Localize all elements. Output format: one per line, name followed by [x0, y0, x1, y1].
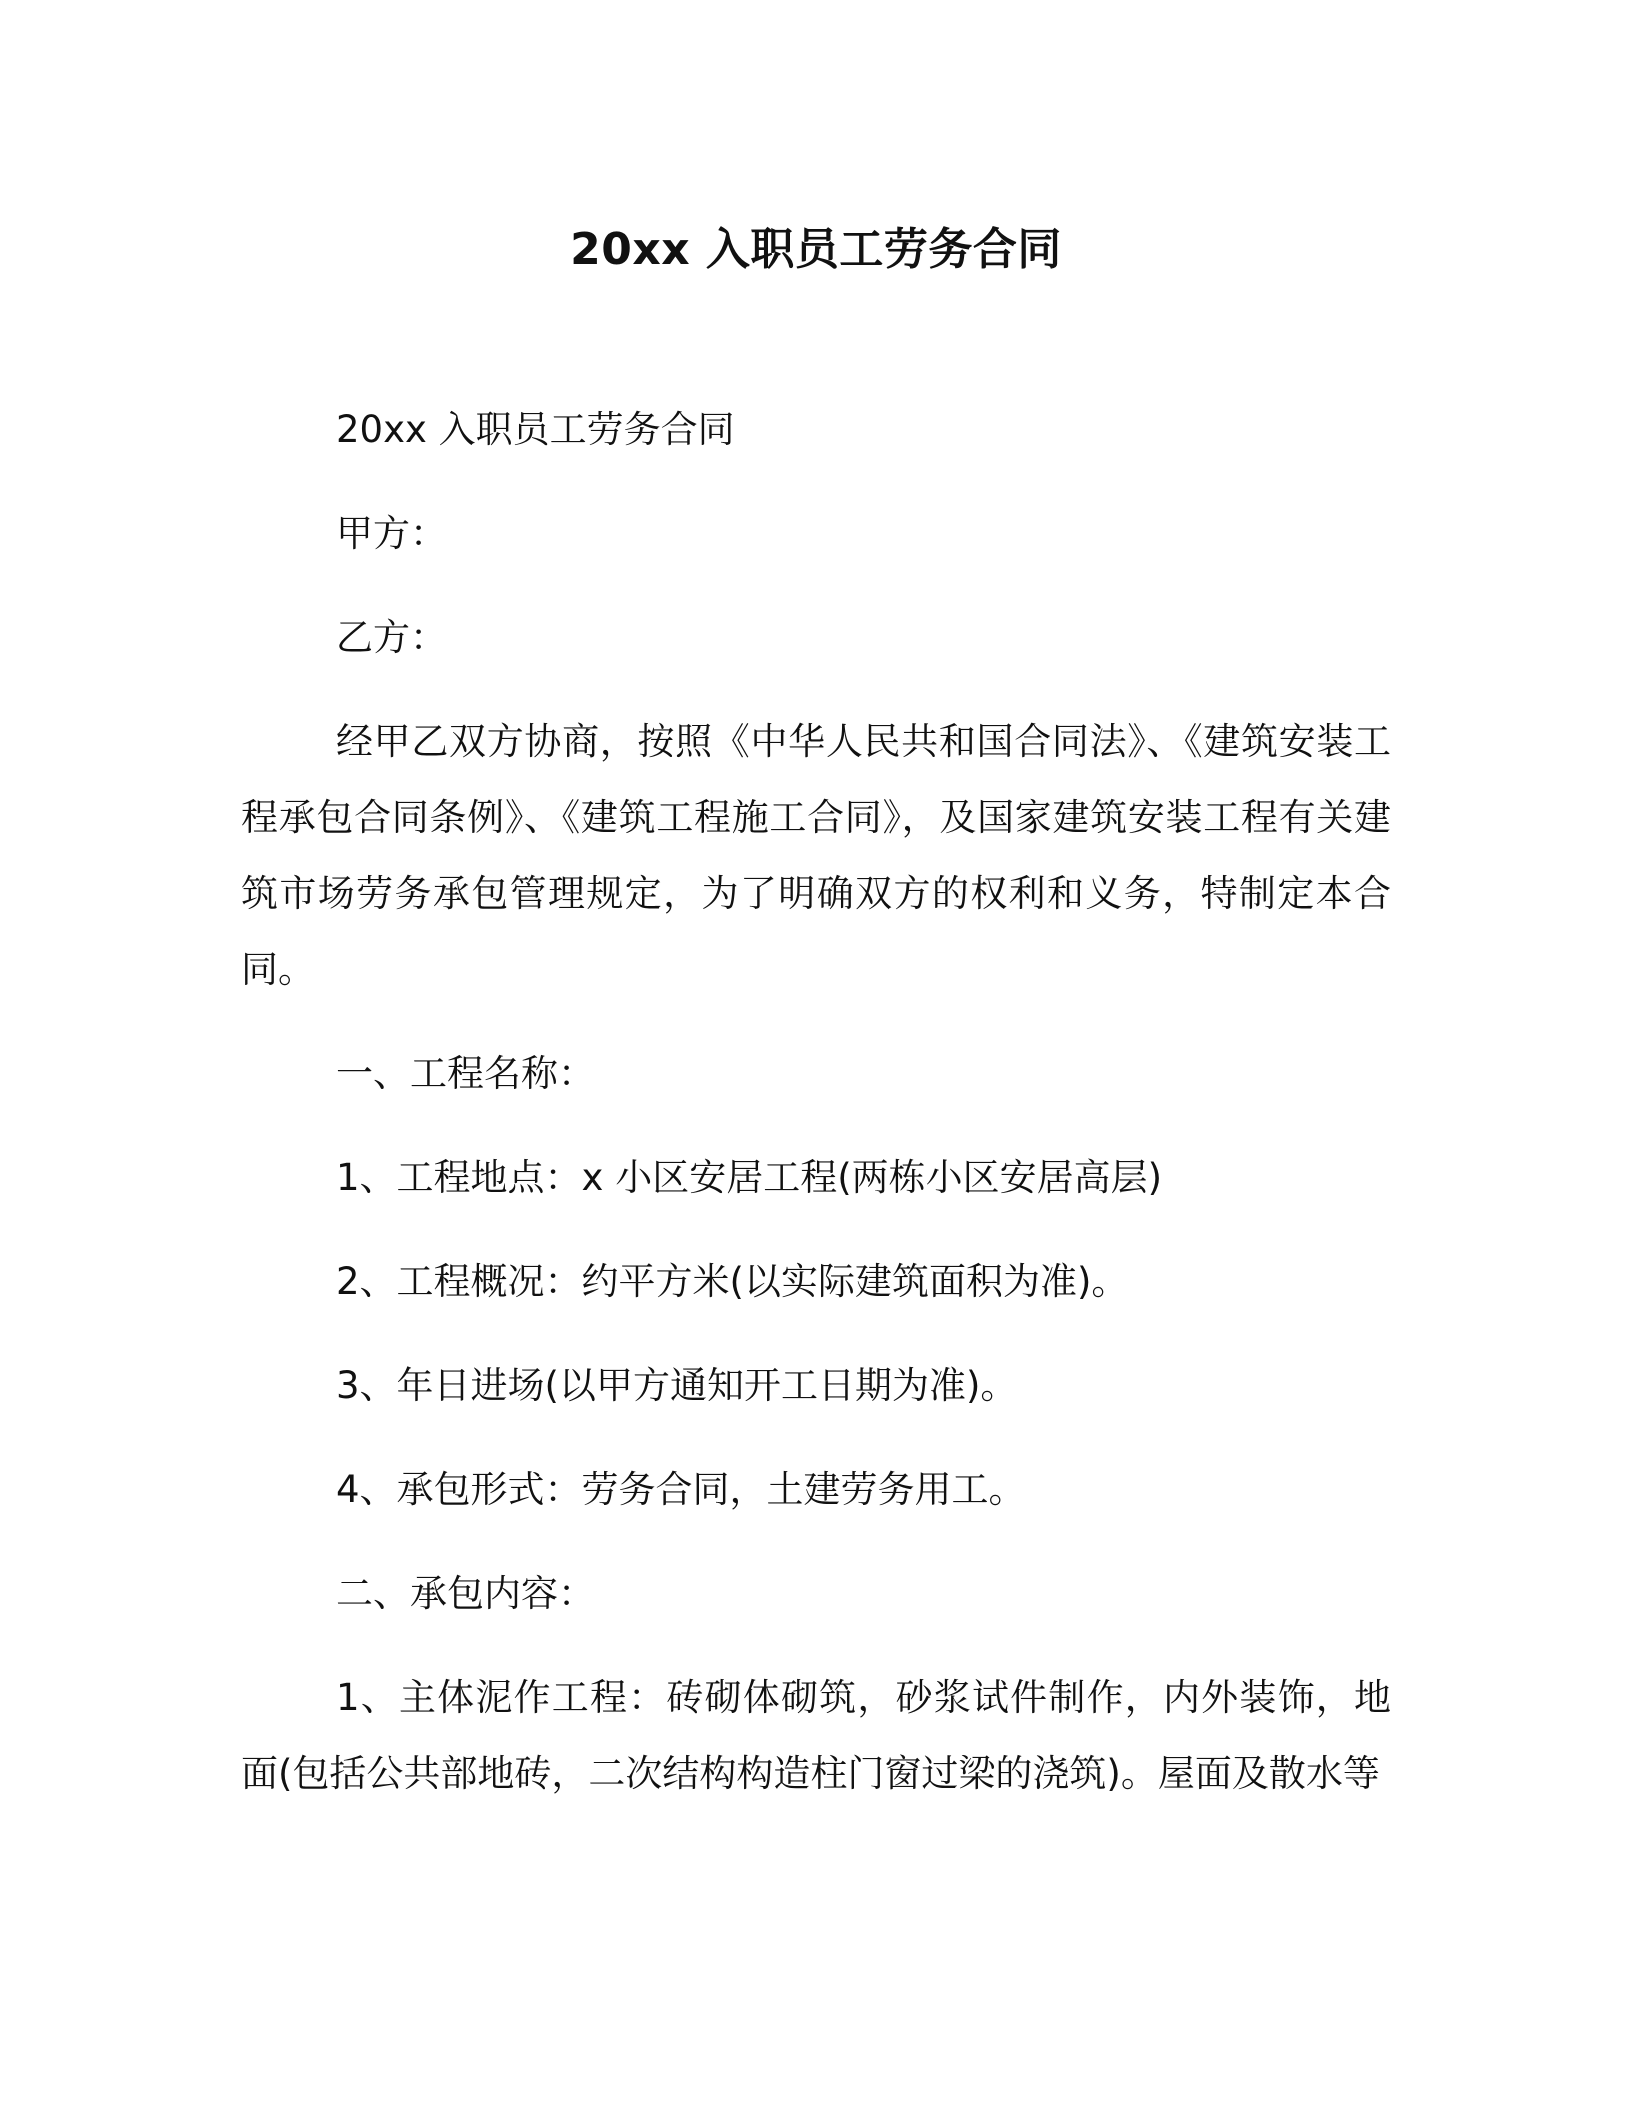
paragraph-preamble: 经甲乙双方协商，按照《中华人民共和国合同法》、《建筑安装工程承包合同条例》、《建筑工程施工合同》，及国家建筑安装工程有关建筑市场劳务承包管理规定，为了明确双方的权利和义务，特制定本合同。	[241, 720, 1391, 991]
document-title: 20xx 入职员工劳务合同	[570, 224, 1062, 275]
paragraph-party-a: 甲方：	[336, 512, 447, 555]
paragraph-masonry-work: 1、主体泥作工程：砖砌体砌筑，砂浆试件制作，内外装饰，地面(包括公共部地砖，二次结构构造柱门窗过梁的浇筑)。屋面及散水等	[241, 1676, 1391, 1795]
section-heading-scope: 二、承包内容：	[336, 1572, 595, 1615]
section-heading-project-name: 一、工程名称：	[336, 1052, 595, 1095]
paragraph-project-overview: 2、工程概况：约平方米(以实际建筑面积为准)。	[336, 1260, 1129, 1303]
paragraph-subtitle: 20xx 入职员工劳务合同	[336, 408, 735, 451]
document-body	[241, 392, 1391, 1840]
paragraph-project-location: 1、工程地点：x 小区安居工程(两栋小区安居高层)	[336, 1156, 1163, 1199]
paragraph-start-date: 3、年日进场(以甲方通知开工日期为准)。	[336, 1364, 1018, 1407]
paragraph-contract-form: 4、承包形式：劳务合同，土建劳务用工。	[336, 1468, 1026, 1511]
paragraph-party-b: 乙方：	[336, 616, 447, 659]
